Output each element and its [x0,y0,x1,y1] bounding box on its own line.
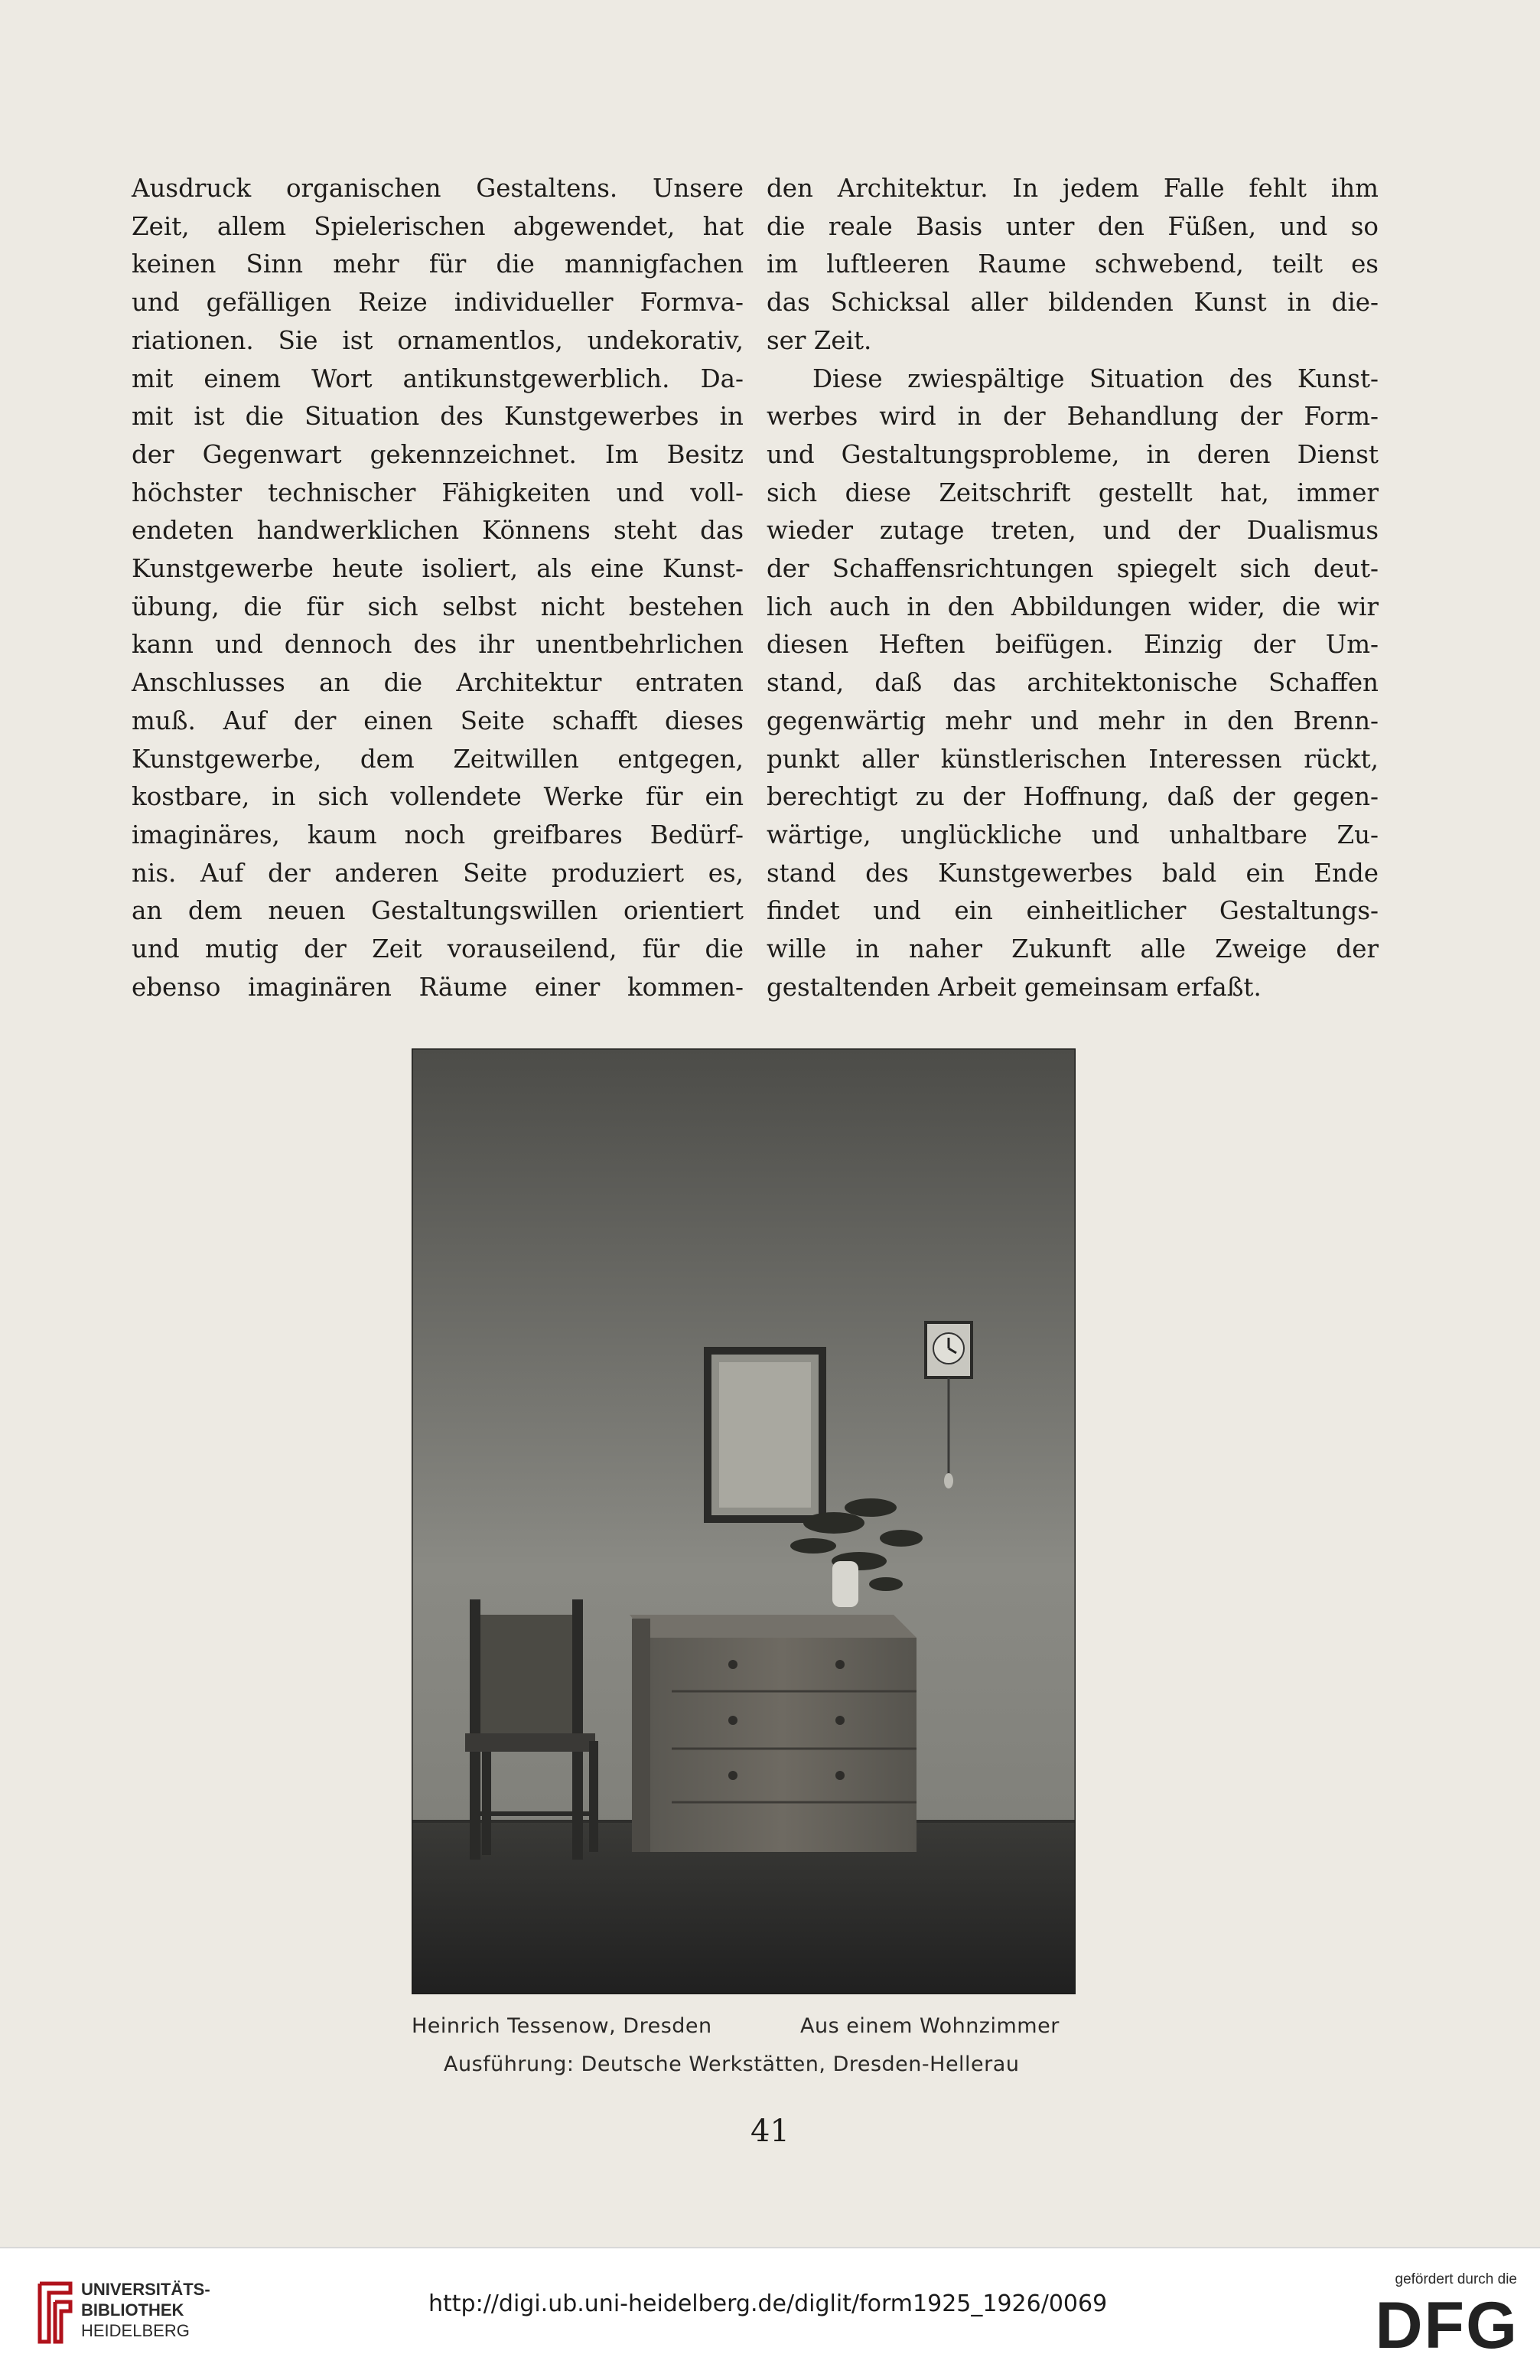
text-line: mit ist die Situation des Kunstgewerbes in [132,402,744,432]
caption-title: Aus einem Wohnzimmer [800,2014,1060,2038]
text-line: Zeit, allem Spielerischen abgewendet, hat [132,211,744,241]
text-line: sich diese Zeitschrift gestellt hat, immer [767,478,1379,507]
funding-label: gefördert durch die [1395,2271,1517,2287]
text-line: kann und dennoch des ihr unentbehrlichen [132,630,744,660]
text-line: endeten handwerklichen Könnens steht das [132,516,744,546]
text-line: stand des Kunstgewerbes bald ein Ende [767,858,1379,888]
text-line: den Architektur. In jedem Falle fehlt ihm [767,174,1379,203]
text-line: muß. Auf der einen Seite schafft dieses [132,706,744,735]
text-line: werbes wird in der Behandlung der Form- [767,402,1379,432]
text-line: punkt aller künstlerischen Interessen rückt, [767,744,1379,774]
text-line: Ausdruck organischen Gestaltens. Unsere [132,174,744,203]
text-line: der Schaffensrichtungen spiegelt sich deut- [767,554,1379,584]
text-line: und mutig der Zeit vorauseilend, für die [132,934,744,964]
text-line: im luftleeren Raume schwebend, teilt es [767,249,1379,279]
text-line: stand, daß das architektonische Schaffen [767,668,1379,698]
text-line: Kunstgewerbe, dem Zeitwillen entgegen, [132,744,744,774]
permalink-url[interactable]: http://digi.ub.uni-heidelberg.de/diglit/form1925_1926/0069 [428,2290,1108,2317]
text-line: wärtige, unglückliche und unhaltbare Zu- [767,820,1379,849]
viewer-footer [0,2247,1540,2380]
library-logo-icon [34,2276,77,2349]
text-line: übung, die für sich selbst nicht bestehen [132,592,744,621]
text-line: diesen Heften beifügen. Einzig der Um- [767,630,1379,660]
text-line: die reale Basis unter den Füßen, und so [767,211,1379,241]
page-number: 41 [750,2114,790,2149]
text-line: nis. Auf der anderen Seite produziert es, [132,858,744,888]
text-line: riationen. Sie ist ornamentlos, undekorativ, [132,325,744,355]
text-line: gegenwärtig mehr und mehr in den Brenn- [767,706,1379,735]
text-line: ser Zeit. [767,325,872,355]
library-name-line3: HEIDELBERG [81,2321,190,2340]
caption-author: Heinrich Tessenow, Dresden [412,2014,712,2038]
text-line: höchster technischer Fähigkeiten und voll- [132,478,744,507]
text-line: Kunstgewerbe heute isoliert, als eine Kunst- [132,554,744,584]
text-line: der Gegenwart gekennzeichnet. Im Besitz [132,439,744,469]
text-line: imaginäres, kaum noch greifbares Bedürf- [132,820,744,849]
text-line: lich auch in den Abbildungen wider, die wir [767,592,1379,621]
text-line: wille in naher Zukunft alle Zweige der [767,934,1379,964]
text-line: ebenso imaginären Räume einer kommen- [132,972,744,1002]
text-line: Anschlusses an die Architektur entraten [132,668,744,698]
text-line: findet und ein einheitlicher Gestaltungs- [767,896,1379,926]
dfg-logo: DFG [1375,2289,1519,2362]
text-line: kostbare, in sich vollendete Werke für ein [132,782,744,812]
text-column-right [767,170,1379,1006]
text-line: das Schicksal aller bildenden Kunst in die- [767,288,1379,318]
text-line: an dem neuen Gestaltungswillen orientiert [132,896,744,926]
text-line: und gefälligen Reize individueller Formva- [132,288,744,318]
text-line: gestaltenden Arbeit gemeinsam erfaßt. [767,972,1262,1002]
text-column-left [132,170,744,1006]
text-line: wieder zutage treten, und der Dualismus [767,516,1379,546]
text-line: Diese zwiespältige Situation des Kunst- [812,364,1379,393]
library-name [81,2279,210,2341]
library-name-line1: UNIVERSITÄTS- [81,2280,210,2299]
text-line: keinen Sinn mehr für die mannigfachen [132,249,744,279]
interior-photograph [412,1048,1076,1994]
library-name-line2: BIBLIOTHEK [81,2300,184,2320]
caption-execution: Ausführung: Deutsche Werkstätten, Dresden-Hellerau [444,2052,1020,2076]
text-line: und Gestaltungsprobleme, in deren Dienst [767,439,1379,469]
text-line: berechtigt zu der Hoffnung, daß der gegen- [767,782,1379,812]
text-line: mit einem Wort antikunstgewerblich. Da- [132,364,744,393]
